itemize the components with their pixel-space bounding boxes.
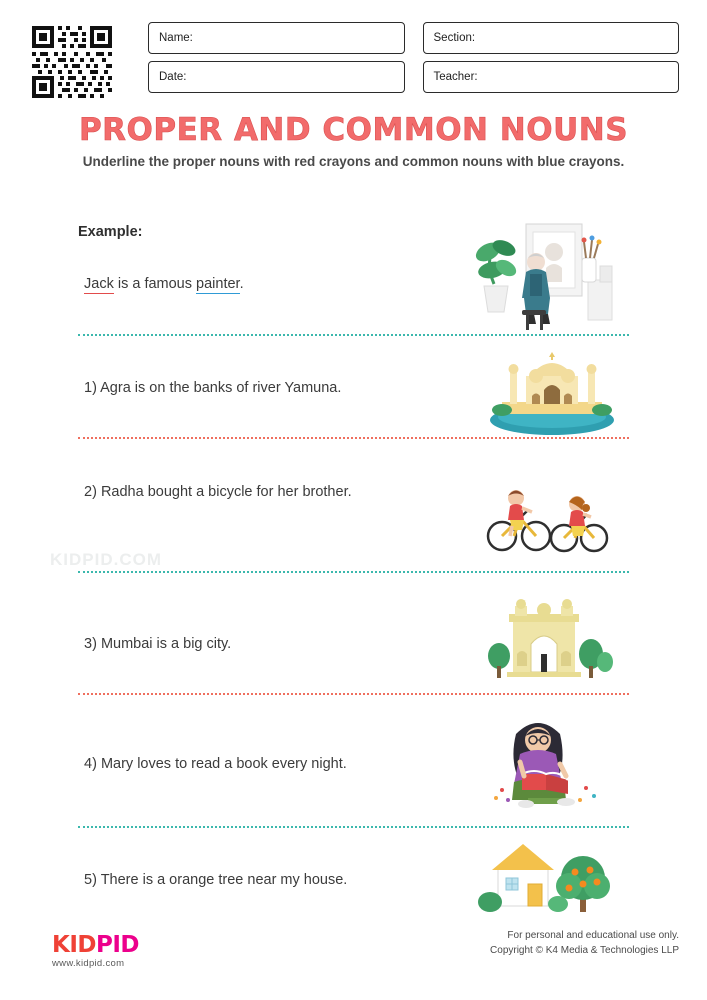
example-proper-noun: Jack [84, 276, 114, 292]
question-1-number: 1) [84, 380, 97, 396]
copyright-line-1: For personal and educational use only. [507, 930, 679, 941]
painter-illustration [470, 218, 620, 341]
gateway-of-india-illustration [485, 596, 620, 691]
house-orange-tree-illustration [470, 832, 620, 927]
name-label: Name: [159, 32, 193, 44]
girl-reading-illustration [470, 712, 620, 817]
question-4-sentence: Mary loves to read a book every night. [100, 756, 347, 772]
kidpid-logo [52, 932, 139, 958]
divider-5 [78, 826, 629, 828]
worksheet-header [28, 22, 679, 102]
divider-4 [78, 693, 629, 695]
question-5-text [84, 872, 347, 888]
divider-1 [78, 334, 629, 336]
question-5-number: 5) [84, 872, 97, 888]
logo-url: www.kidpid.com [52, 958, 125, 969]
section-field[interactable] [423, 22, 680, 54]
question-2-number: 2) [84, 484, 97, 500]
example-common-noun: painter [196, 276, 240, 292]
date-field[interactable] [148, 61, 405, 93]
student-info-fields [148, 22, 679, 93]
question-4-text [84, 756, 347, 772]
children-cycling-illustration [480, 468, 620, 563]
taj-mahal-illustration [480, 346, 625, 443]
qr-code-icon [28, 22, 116, 102]
question-2-text [84, 484, 352, 500]
question-1-text [84, 380, 341, 396]
example-period: . [239, 276, 244, 292]
copyright-block [490, 928, 679, 958]
divider-3 [78, 571, 629, 573]
logo-kid-text: KID [52, 932, 96, 958]
section-label: Section: [433, 32, 476, 44]
divider-2 [78, 437, 629, 439]
example-middle-text: is a famous [113, 276, 197, 292]
question-1-sentence: Agra is on the banks of river Yamuna. [100, 380, 342, 396]
logo-pid-text: PID [95, 932, 139, 958]
question-3-number: 3) [84, 636, 97, 652]
question-2-sentence: Radha bought a bicycle for her brother. [100, 484, 352, 500]
teacher-label: Teacher: [433, 71, 478, 83]
example-label: Example: [78, 224, 143, 240]
copyright-line-2: Copyright © K4 Media & Technologies LLP [490, 945, 679, 956]
question-5-sentence: There is a orange tree near my house. [100, 872, 348, 888]
page-title: PROPER AND COMMON NOUNS [78, 112, 629, 148]
question-4-number: 4) [84, 756, 97, 772]
question-3-sentence: Mumbai is a big city. [100, 636, 232, 652]
watermark: KIDPID.COM [50, 550, 162, 569]
date-label: Date: [159, 71, 187, 83]
name-field[interactable] [148, 22, 405, 54]
question-3-text [84, 636, 231, 652]
instructions-text: Underline the proper nouns with red crayons and common nouns with blue crayons. [82, 154, 625, 169]
teacher-field[interactable] [423, 61, 680, 93]
example-sentence [84, 276, 244, 292]
